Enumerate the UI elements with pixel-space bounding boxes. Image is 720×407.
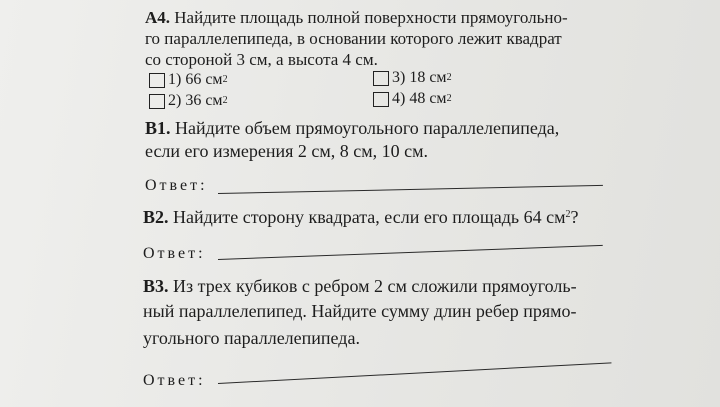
option-number: 1) (168, 71, 182, 88)
b1-question-line-2: если его измерения 2 см, 8 см, 10 см. (145, 141, 429, 161)
a4-option-4[interactable] (373, 90, 452, 108)
b3-answer-label: Ответ: (143, 372, 206, 389)
checkbox-icon[interactable] (373, 92, 389, 107)
b2-question-line-1 (143, 205, 578, 227)
b1-text-1: Найдите объем прямоугольного параллелепипеда, (175, 118, 560, 138)
b1-question-line-1 (145, 118, 559, 138)
b1-answer-line[interactable] (218, 185, 603, 194)
b3-number: В3. (143, 276, 169, 296)
b3-question-line-3: угольного параллелепипеда. (143, 328, 360, 348)
option-number: 4) (392, 90, 406, 107)
a4-option-1[interactable] (149, 71, 228, 89)
checkbox-icon[interactable] (149, 94, 165, 109)
b3-text-1: Из трех кубиков с ребром 2 см сложили прямоуголь- (173, 276, 577, 296)
option-number: 2) (168, 92, 182, 109)
a4-option-3[interactable] (373, 69, 452, 87)
b3-answer-line[interactable] (218, 362, 612, 384)
option-exponent: 2 (446, 72, 452, 83)
b2-answer-label: Ответ: (143, 245, 206, 262)
a4-question-line-2: го параллелепипеда, в основании которого лежит квадрат (145, 29, 562, 48)
option-exponent: 2 (222, 95, 228, 106)
b1-answer-label: Ответ: (145, 177, 208, 194)
b2-text-1: Найдите сторону квадрата, если его площадь 64 см (173, 207, 566, 227)
option-value: 48 см (409, 90, 447, 107)
b2-exponent: 2 (565, 209, 571, 220)
checkbox-icon[interactable] (149, 73, 165, 88)
b2-number: В2. (143, 207, 169, 227)
a4-option-2[interactable] (149, 92, 228, 110)
option-value: 66 см (185, 71, 223, 88)
b1-number: В1. (145, 118, 171, 138)
a4-number: А4. (145, 8, 171, 27)
a4-question-line-1 (145, 8, 568, 28)
option-number: 3) (392, 69, 406, 86)
checkbox-icon[interactable] (373, 71, 389, 86)
option-value: 36 см (185, 92, 223, 109)
option-exponent: 2 (446, 93, 452, 104)
b3-question-line-1 (143, 276, 577, 296)
b2-answer-line[interactable] (218, 245, 603, 260)
a4-text-1: Найдите площадь полной поверхности прямоугольно- (174, 8, 568, 27)
a4-question-line-3: со стороной 3 см, а высота 4 см. (145, 50, 378, 69)
option-exponent: 2 (222, 74, 228, 85)
b3-question-line-2: ный параллелепипед. Найдите сумму длин ребер прямо- (143, 301, 577, 321)
option-value: 18 см (409, 69, 447, 86)
b2-tail: ? (570, 207, 579, 227)
